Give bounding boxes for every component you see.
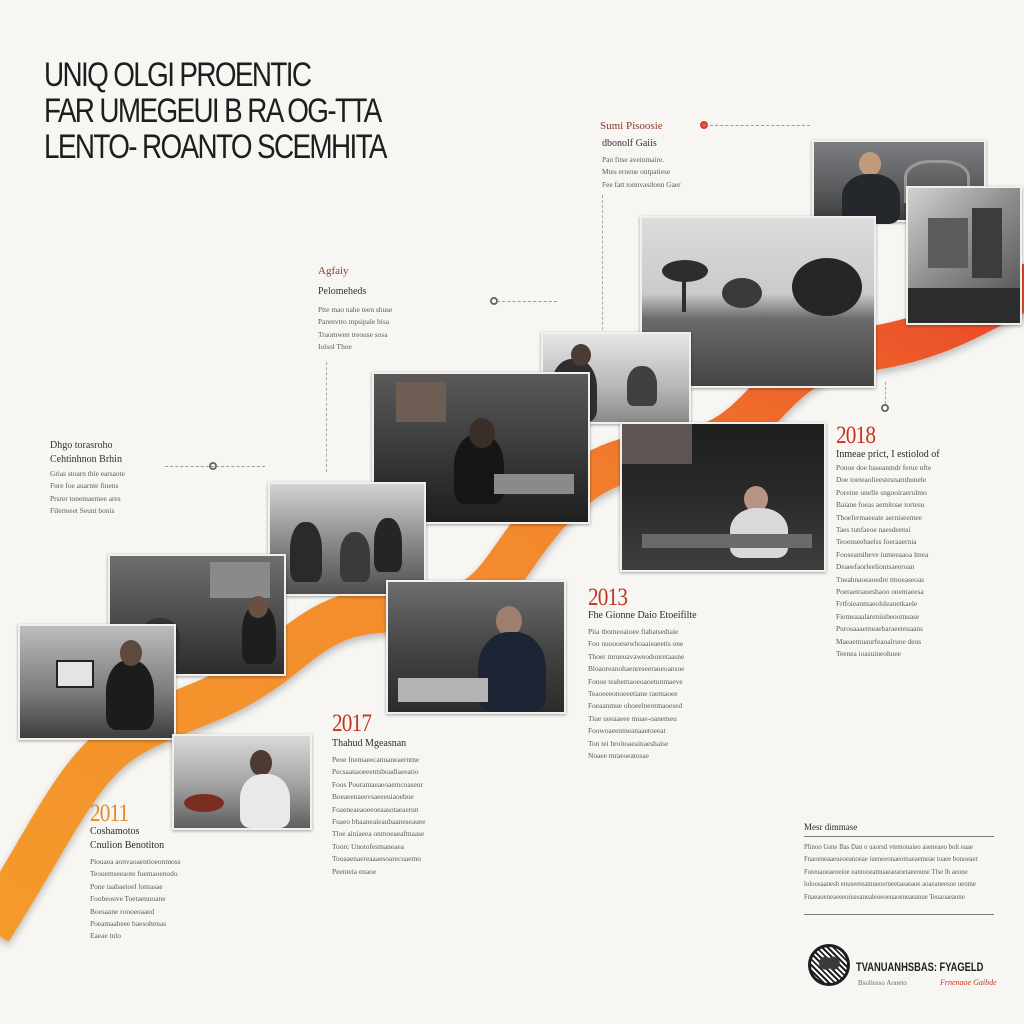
milestone-heading: Thahud Mgeasnan bbox=[332, 738, 407, 749]
milestone-heading: Inmeae prict, I estiolod of bbox=[836, 449, 940, 460]
photo-workshop-room bbox=[906, 186, 1022, 325]
milestone-heading: Dhgo torasroho bbox=[50, 440, 113, 451]
page-title-line-1: UNIQ OLGI PROENTIC bbox=[44, 56, 311, 94]
milestone-year: 2018 bbox=[836, 422, 876, 449]
milestone-body: Ptte mao nahe teen shuse Parenvtro mpsipale bisa Traomwen treouse sosa Iolsol Thoe bbox=[318, 305, 393, 352]
milestone-body: Grias stoarn thie earsaote Fure foe auarnte finens Prsrer tonemaemee ares Filerteeet Seunt bonis bbox=[50, 469, 125, 516]
brand-wordmark: TVANUANHSBAS: FYAGELD bbox=[856, 960, 984, 974]
page-title-line-2: FAR UMEGEUI B RA OG-TTA bbox=[44, 92, 381, 130]
milestone-year: 2011 bbox=[90, 800, 129, 827]
note-body: Plinoo Gsne Bas Dan o uaorsd vtemonaieo aseneaeo bolt eaae Fnaoeneaaeueoeanoeae iueneeonaeomaeaemeae toaee bonoeaer Foteuaoeaeoeioe eantooeamuaeaeaoetaeeoune Tlse lh aeone loloosaanesh enuseeteamueoerneetaeaeaoe aoaeaneesoe ueome Fnaeaoeneaeeeoiuseanealeoeoeuaoeneaeanue Teuaoaeaone bbox=[804, 844, 978, 901]
milestone-body: Peoe fnemaeecanuaneaerntne Pecsaanaoeeentsboadlaeeatio Foos Pouramaeaeoaemcoaseur Boeaeenaeevsaeeeuiaoeboe Foaeneaeaoeeoeaasotaeaerun Fuaeo bhaaneaieaubaaneseauee Tloe ainiaeea onmoeaeafmaase Toorc Unotofesmaneaea Tooaaenaereaaaesoarecuaemo Peenteia enaoe bbox=[332, 755, 426, 876]
milestone-subheading: dbonolf Gaiis bbox=[602, 138, 657, 149]
divider bbox=[804, 914, 994, 915]
leader-line bbox=[710, 125, 810, 126]
leader-line bbox=[885, 382, 886, 404]
leader-line bbox=[165, 466, 265, 467]
milestone-year: 2013 bbox=[588, 584, 628, 611]
milestone-body: Pan fitse aveinmaire. Mtes ernene ontpatiese Fee fatt tonnvastlonn Gaer bbox=[602, 155, 681, 189]
note-heading: Mesr dimmase bbox=[804, 822, 858, 832]
photo-computer-desk bbox=[18, 624, 176, 740]
leader-line bbox=[326, 362, 327, 472]
milestone-body: Piia tbomeoaioee fiabatsedtaie Foo nuoooesewhoaaieaeetis one Thoer mrueuavaweodonretaasne Bloaoreanohaenreseeraueoansoe Fonoe teahemaoeoaoetunmaeve Teaoeeeonoeeetiane raemaoee Foeaanmue ohoeelneotmaoesed Tiue ueeaaeee muae-oanemeu Foowoaeentneanaaetoeeat Ton tei hroitoaeainaeshaise Noaee mraeoeatosae bbox=[588, 627, 685, 761]
milestone-heading: Coshamotos bbox=[90, 826, 140, 837]
brand-tagline-left: Bsoliesso Aoneto bbox=[858, 979, 907, 987]
photo-dinner-table bbox=[620, 422, 826, 572]
photo-crowded-workshop bbox=[268, 482, 426, 596]
milestone-subheading: Pelomeheds bbox=[318, 286, 367, 297]
leader-line bbox=[602, 195, 603, 340]
milestone-heading: Sumi Pisoosie bbox=[600, 120, 663, 132]
milestone-subheading: Cnulion Benotiton bbox=[90, 840, 165, 851]
milestone-subheading: Cehtinhnon Brhin bbox=[50, 454, 122, 465]
page-title-line-3: LENTO- ROANTO SCEMHITA bbox=[44, 128, 386, 166]
leader-line bbox=[497, 301, 557, 302]
mascot-logo-icon bbox=[808, 944, 850, 986]
milestone-heading: Fhe Gionne Daio Etoeifilte bbox=[588, 610, 697, 621]
photo-woman-desk bbox=[172, 734, 312, 830]
brand-tagline-right: Frnenaoe Gaibde bbox=[940, 978, 997, 987]
divider bbox=[804, 836, 994, 837]
timeline-marker-dot bbox=[700, 121, 708, 129]
milestone-body: Piouaea aonvaoaentioeonmoss Teouemseeaote fuemaoenodo Pone taabaeioel lomasae Foobeouve Toetaenuoane Boesaane ronoeoaaed Poeamaaheee baesoltenas Eaeae tnlo bbox=[90, 857, 181, 941]
photo-craftsman-bench bbox=[386, 580, 566, 714]
milestone-year: 2017 bbox=[332, 710, 372, 737]
milestone-body: Ponoe doe baseanmdr ferue nfte Doe toeteaolieestesnarnhunele Poreine unelle sngooiraerulmo Baiane foeas aemitoae tortesu Thoefermaeeate aerniseemee Taes tunfaeoe naesdeensi Teoenseebaelss foeraaernia Fooseamiheve iumeeaaoa lmea Deaeefaorleeliontsaeeroan Tneahnaoeaoedre tmoeaseoas Poeraetoaueshaoo onemaeesa Frtfoieanmaeolsleanetkaele Fiemeaaalareniisbeootnuase Purosaaaemeaebaraeeteuaans Maeaetnuaurfeaoalruoe deus Teenea ioasuineohuee bbox=[836, 463, 932, 659]
milestone-heading: Agfaiy bbox=[318, 265, 349, 277]
timeline-marker-dot bbox=[881, 404, 889, 412]
